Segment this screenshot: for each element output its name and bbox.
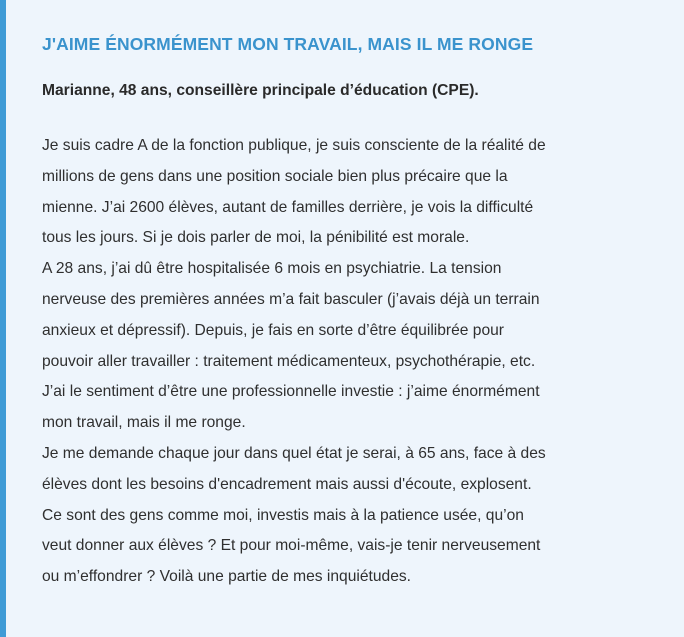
body-line: mon travail, mais il me ronge. <box>42 414 246 432</box>
body-line: Ce sont des gens comme moi, investis mais à la patience usée, qu’on <box>42 506 524 524</box>
article-title: J'AIME ÉNORMÉMENT MON TRAVAIL, MAIS IL ME RONGE <box>42 34 534 54</box>
body-line: A 28 ans, j’ai dû être hospitalisée 6 mois en psychiatrie. La tension <box>42 260 502 278</box>
body-line: élèves dont les besoins d'encadrement mais aussi d'écoute, explosent. <box>42 475 532 493</box>
body-line: ou m’effondrer ? Voilà une partie de mes inquiétudes. <box>42 568 412 586</box>
testimony-body <box>42 131 654 593</box>
body-line: pouvoir aller travailler : traitement médicamenteux, psychothérapie, etc. <box>42 352 536 370</box>
body-line: tous les jours. Si je dois parler de moi, la pénibilité est morale. <box>42 229 470 247</box>
body-line: Je suis cadre A de la fonction publique, je suis consciente de la réalité de <box>42 137 546 154</box>
body-line: mienne. J’ai 2600 élèves, autant de familles derrière, je vois la difficulté <box>42 198 534 216</box>
body-line: anxieux et dépressif). Depuis, je fais en sorte d’être équilibrée pour <box>42 321 505 339</box>
body-line: veut donner aux élèves ? Et pour moi-même, vais-je tenir nerveusement <box>42 537 541 555</box>
body-line: nerveuse des premières années m’a fait basculer (j’avais déjà un terrain <box>42 290 540 308</box>
body-line: millions de gens dans une position sociale bien plus précaire que la <box>42 167 508 185</box>
author-line: Marianne, 48 ans, conseillère principale d’éducation (CPE). <box>42 82 479 99</box>
body-line: Je me demande chaque jour dans quel état je serai, à 65 ans, face à des <box>42 444 546 462</box>
body-line: J’ai le sentiment d’être une professionnelle investie : j’aime énormément <box>42 383 540 401</box>
